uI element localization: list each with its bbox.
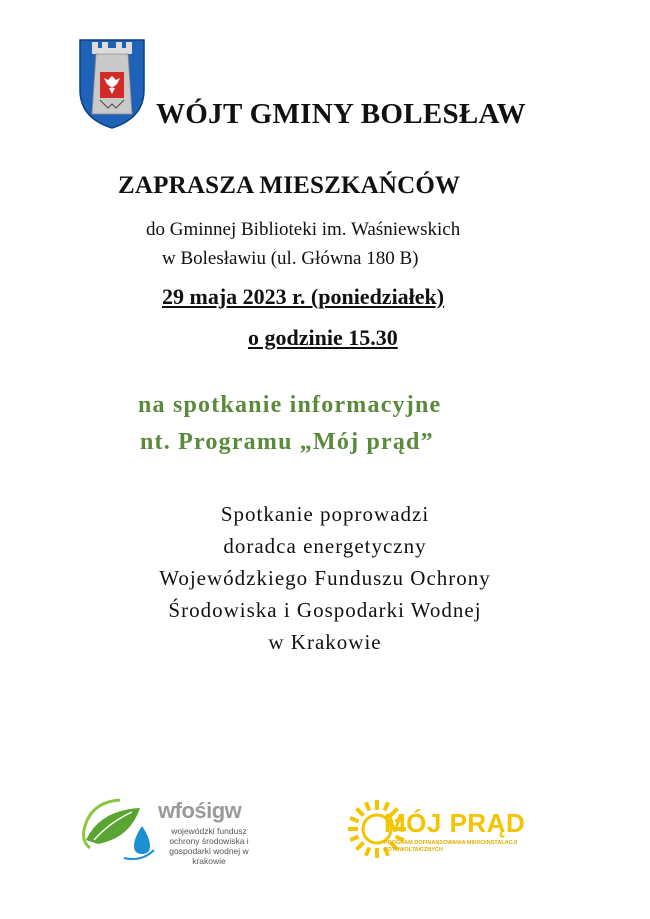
- wfosigw-logo-text: wfośigw: [158, 798, 242, 823]
- page-title: WÓJT GMINY BOLESŁAW: [156, 98, 526, 130]
- topic-line-2: nt. Programu „Mój prąd”: [140, 429, 434, 455]
- host-line: Wojewódzkiego Funduszu Ochrony: [159, 566, 491, 590]
- host-line: Spotkanie poprowadzi: [220, 502, 430, 526]
- event-time: o godzinie 15.30: [248, 325, 398, 350]
- host-info: [0, 498, 650, 658]
- host-line: doradca energetyczny: [223, 534, 427, 558]
- wfosigw-logo-subtitle: wojewódzki fundusz ochrony środowiska i gospodarki wodnej w krakowie: [169, 826, 249, 866]
- venue-line-2: w Bolesławiu (ul. Główna 180 B): [162, 248, 419, 269]
- venue-line-1: do Gminnej Biblioteki im. Waśniewskich: [146, 219, 461, 240]
- moj-prad-logo-text: MÓJ PRĄD: [384, 808, 526, 838]
- event-date: 29 maja 2023 r. (poniedziałek): [162, 284, 445, 309]
- moj-prad-logo-subtitle: PROGRAM DOFINANSOWANIA MIKROINSTALACJI FOTOWOLTAICZNYCH: [384, 840, 518, 853]
- host-line: Środowiska i Gospodarki Wodnej: [168, 598, 482, 622]
- topic-line-1: na spotkanie informacyjne: [138, 392, 442, 418]
- boleslaw-coat-of-arms-icon: [78, 38, 146, 130]
- host-line: w Krakowie: [268, 630, 382, 654]
- invitation-heading: ZAPRASZA MIESZKAŃCÓW: [118, 172, 461, 199]
